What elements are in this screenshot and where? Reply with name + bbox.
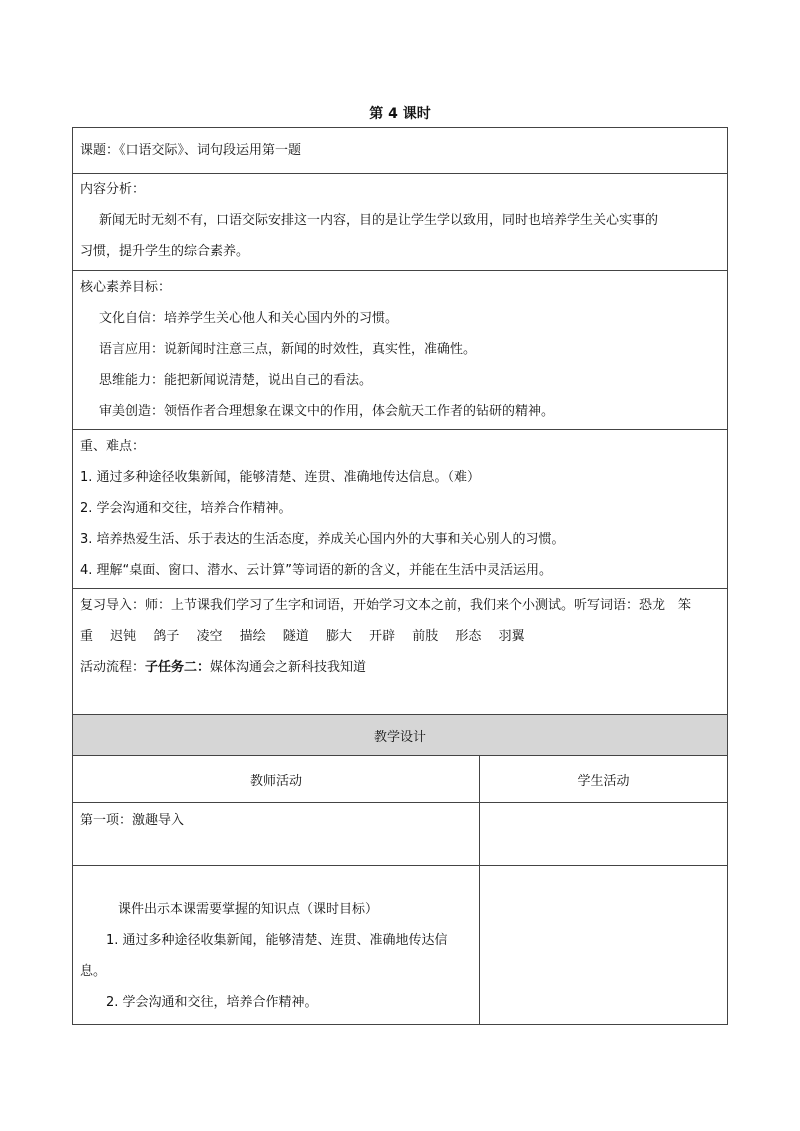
goal-item: 审美创造：领悟作者合理想象在课文中的作用，体会航天工作者的钻研的精神。 bbox=[99, 404, 555, 419]
step-row bbox=[73, 803, 728, 866]
review-cell bbox=[73, 589, 728, 715]
analysis-line: 习惯，提升学生的综合素养。 bbox=[80, 244, 250, 259]
analysis-line: 新闻无时无刻不有，口语交际安排这一内容，目的是让学生学以致用，同时也培养学生关心实事的 bbox=[99, 213, 659, 228]
objective-item: 1. 通过多种途径收集新闻，能够清楚、连贯、准确地传达信 bbox=[106, 933, 448, 948]
topic-row bbox=[73, 128, 728, 174]
dictation-word: 前肢 bbox=[412, 629, 439, 644]
objective-item-continued: 息。 bbox=[80, 964, 107, 979]
key-points-heading: 重、难点： bbox=[80, 439, 146, 454]
activity-flow-task: 子任务二： bbox=[145, 660, 211, 675]
analysis-row bbox=[73, 174, 728, 271]
goals-row bbox=[73, 271, 728, 430]
key-point-item: 4. 理解“桌面、窗口、潜水、云计算”等词语的新的含义，并能在生活中灵活运用。 bbox=[80, 563, 553, 578]
topic-text: 课题：《口语交际》、词句段运用第一题 bbox=[80, 143, 302, 158]
step-cell bbox=[73, 803, 480, 866]
dictation-word: 开辟 bbox=[369, 629, 396, 644]
dictation-word: 隧道 bbox=[282, 629, 309, 644]
design-header: 教学设计 bbox=[73, 715, 728, 756]
student-objectives-cell bbox=[480, 866, 728, 1025]
student-column-header: 学生活动 bbox=[480, 756, 728, 803]
review-intro: 复习导入：师：上节课我们学习了生字和词语，开始学习文本之前，我们来个小测试。听写词语：恐龙 笨 bbox=[80, 598, 692, 613]
objective-item: 2. 学会沟通和交往，培养合作精神。 bbox=[106, 995, 318, 1010]
dictation-word: 膨大 bbox=[325, 629, 352, 644]
teacher-column-header: 教师活动 bbox=[73, 756, 480, 803]
goals-heading: 核心素养目标： bbox=[80, 280, 172, 295]
activity-flow-label: 活动流程： bbox=[80, 660, 146, 675]
dictation-word: 鸽子 bbox=[153, 629, 180, 644]
objectives-cell bbox=[73, 866, 480, 1025]
topic-cell bbox=[73, 128, 728, 174]
column-header-row bbox=[73, 756, 728, 803]
key-point-item: 1. 通过多种途径收集新闻，能够清楚、连贯、准确地传达信息。（难） bbox=[80, 470, 481, 485]
key-point-item: 2. 学会沟通和交往，培养合作精神。 bbox=[80, 501, 292, 516]
key-points-row bbox=[73, 430, 728, 589]
step-title: 第一项：激趣导入 bbox=[80, 813, 185, 828]
goal-item: 语言应用：说新闻时注意三点，新闻的时效性，真实性，准确性。 bbox=[99, 342, 477, 357]
dictation-word: 迟钝 bbox=[110, 629, 137, 644]
dictation-words bbox=[80, 621, 720, 652]
dictation-word: 羽翼 bbox=[498, 629, 525, 644]
page-title: 第 4 课时 bbox=[369, 106, 431, 122]
objectives-row bbox=[73, 866, 728, 1025]
design-header-row bbox=[73, 715, 728, 756]
dictation-word: 凌空 bbox=[196, 629, 223, 644]
activity-flow bbox=[80, 652, 720, 683]
courseware-line: 课件出示本课需要掌握的知识点（课时目标） bbox=[118, 902, 379, 917]
goal-item: 文化自信：培养学生关心他人和关心国内外的习惯。 bbox=[99, 311, 399, 326]
review-row bbox=[73, 589, 728, 715]
lesson-plan-table bbox=[72, 127, 728, 1025]
dictation-word: 描绘 bbox=[239, 629, 266, 644]
analysis-heading: 内容分析： bbox=[80, 182, 146, 197]
goal-item: 思维能力：能把新闻说清楚，说出自己的看法。 bbox=[99, 373, 373, 388]
key-points-cell bbox=[73, 430, 728, 589]
analysis-cell bbox=[73, 174, 728, 271]
student-step-cell bbox=[480, 803, 728, 866]
activity-flow-rest: 媒体沟通会之新科技我知道 bbox=[210, 660, 367, 675]
dictation-word: 重 bbox=[80, 629, 94, 644]
dictation-word: 形态 bbox=[455, 629, 482, 644]
goals-cell bbox=[73, 271, 728, 430]
key-point-item: 3. 培养热爱生活、乐于表达的生活态度，养成关心国内外的大事和关心别人的习惯。 bbox=[80, 532, 565, 547]
